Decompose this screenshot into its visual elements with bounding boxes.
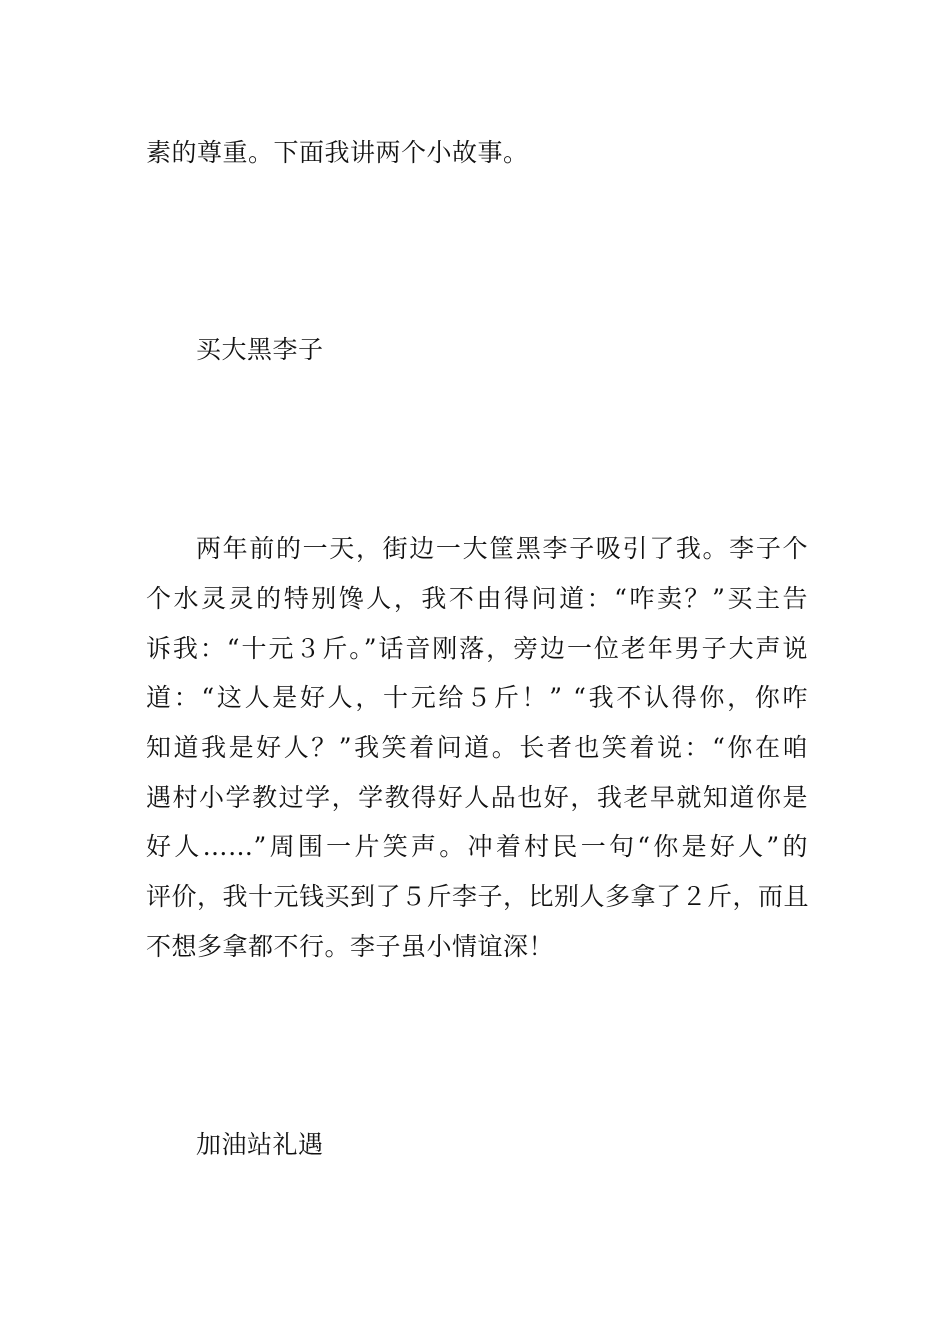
story-heading: 加油站礼遇 — [196, 1130, 324, 1159]
paragraph-line: 知道我是好人？”我笑着问道。长者也笑着说：“你在咱 — [146, 733, 808, 762]
paragraph-line: 道：“这人是好人，十元给５斤！” “我不认得你，你咋 — [146, 683, 808, 712]
paragraph-line: 素的尊重。下面我讲两个小故事。 — [146, 138, 529, 167]
paragraph-line: 好人……”周围一片笑声。冲着村民一句“你是好人”的 — [146, 832, 808, 861]
paragraph-line: 评价，我十元钱买到了５斤李子，比别人多拿了２斤，而且 — [146, 882, 810, 911]
story-heading: 买大黑李子 — [196, 335, 324, 364]
paragraph-line: 不想多拿都不行。李子虽小情谊深！ — [146, 932, 555, 961]
paragraph-line: 两年前的一天，街边一大筐黑李子吸引了我。李子个 — [196, 534, 808, 563]
paragraph-line: 个水灵灵的特别馋人，我不由得问道：“咋卖？”买主告 — [146, 584, 808, 613]
paragraph-line: 诉我：“十元３斤。”话音刚落，旁边一位老年男子大声说 — [146, 634, 808, 663]
paragraph-line: 遇村小学教过学，学教得好人品也好，我老早就知道你是 — [146, 783, 808, 812]
